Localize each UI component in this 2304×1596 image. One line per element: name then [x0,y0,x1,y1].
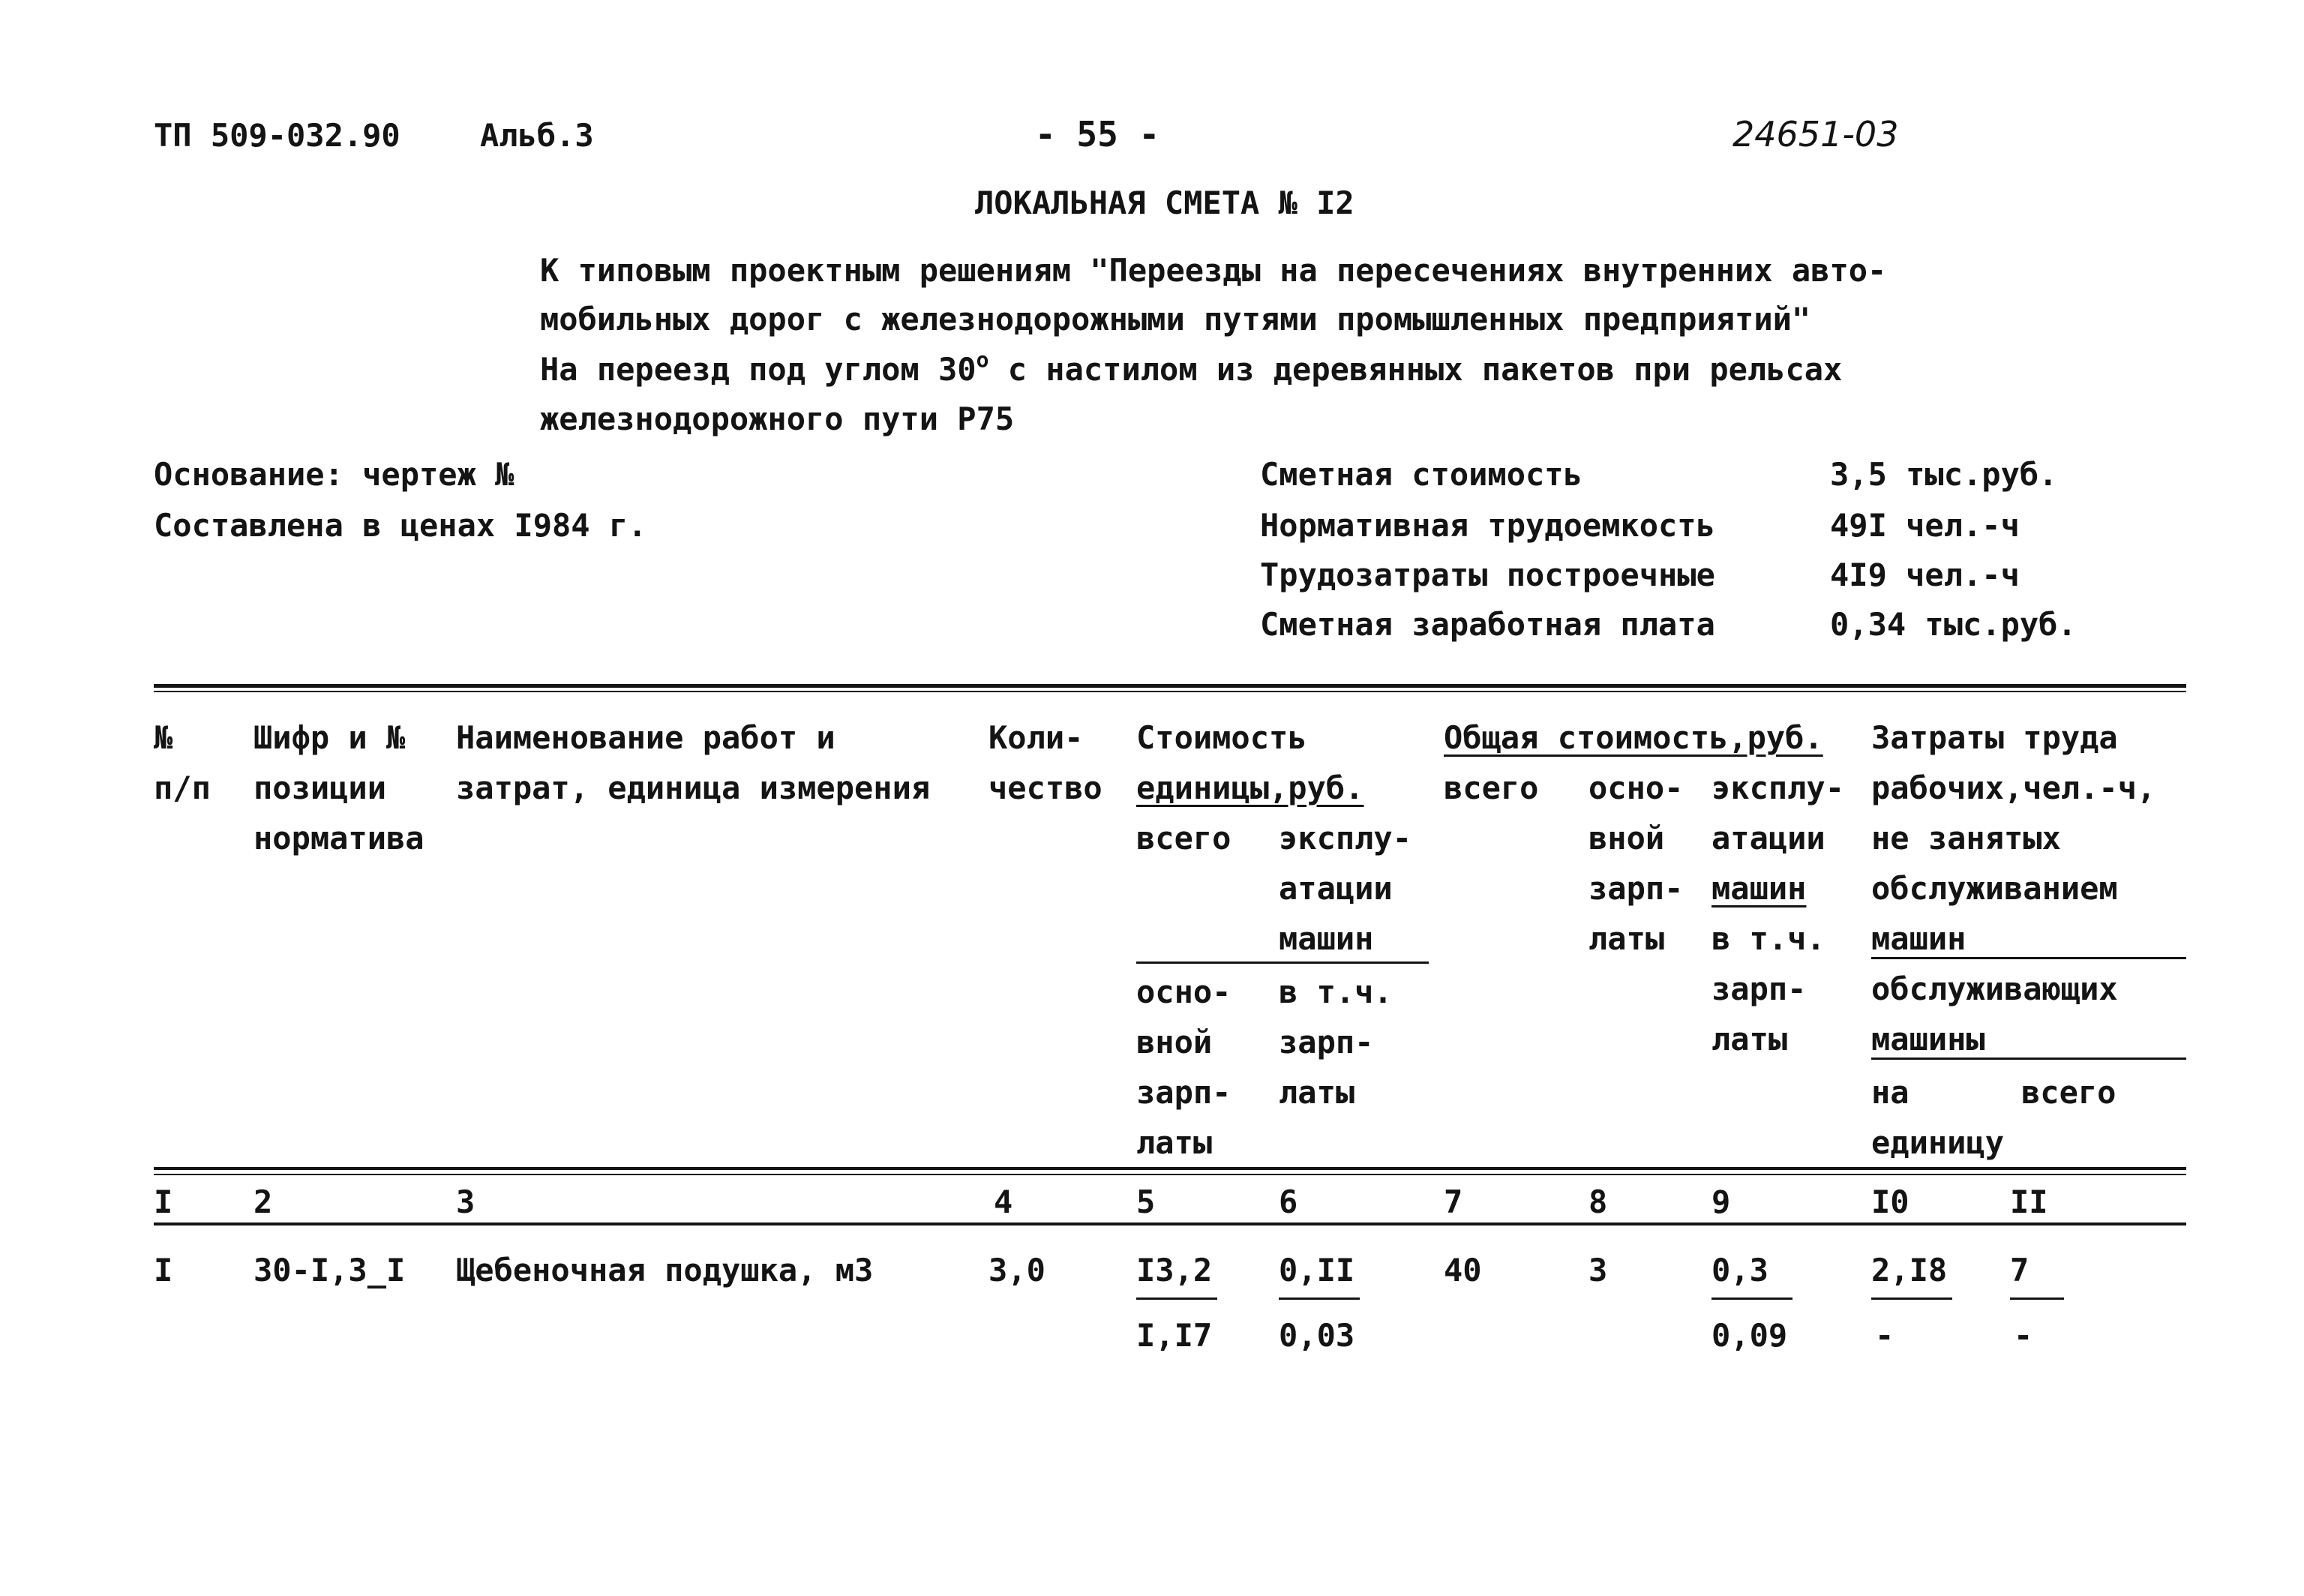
row-labor-unit: 2,I8 [1871,1252,1948,1288]
fraction-bar [2010,1298,2064,1300]
header-c2-line: позиции [254,770,387,806]
header-c8-line: вной [1588,820,1665,856]
row-unit-base-wage: I,I7 [1136,1317,1213,1354]
header-c6b-line: зарп- [1279,1024,1374,1060]
row-total-machine-wage: 0,09 [1712,1317,1788,1354]
summary-value: 49I чел.-ч [1830,507,2020,544]
row-number: I [154,1252,173,1288]
header-c5b-line: осно- [1136,974,1232,1010]
header-c9b-line: в т.ч. [1712,920,1826,957]
header-unit-cost-title: Стоимость [1136,719,1307,756]
description-line-1: К типовым проектным решениям "Переезды на пересечениях внутренних авто- [540,252,1887,289]
header-c9-line: атации [1712,820,1826,856]
summary-label: Сметная стоимость [1260,456,1582,493]
page-number: - 55 - [1035,114,1160,154]
header-c5-line: всего [1136,820,1232,856]
header-c10-line: на [1871,1074,1910,1111]
row-labor-total-machine: - [2014,1317,2033,1354]
header-bottom-rule-thin [154,1174,2186,1175]
column-number: I0 [1871,1184,1910,1220]
header-c1-line: п/п [154,770,211,806]
document-code: ТП 509-032.90 [154,117,400,154]
row-code: 30-I,3_I [254,1252,406,1288]
document-title: ЛОКАЛЬНАЯ СМЕТА № I2 [975,184,1354,221]
header-labor-machine-line: машины [1871,1021,1985,1058]
header-c9b-line: зарп- [1712,970,1807,1007]
row-labor-total: 7 [2010,1252,2030,1288]
header-c9-line: эксплу- [1712,770,1845,806]
fraction-bar [1279,1298,1360,1300]
fraction-bar [1136,1298,1217,1300]
header-c8-line: зарп- [1588,870,1684,907]
row-unit-machine: 0,II [1279,1252,1355,1288]
header-c2-line: норматива [254,820,424,856]
row-unit-machine-wage: 0,03 [1279,1317,1355,1354]
fraction-bar [1871,1298,1952,1300]
header-c6-line: машин [1279,920,1374,957]
header-unit-cost-subtitle: единицы,руб. [1136,770,1364,806]
column-number: 6 [1279,1184,1298,1220]
header-c6-line: атации [1279,870,1393,907]
header-c6b-line: латы [1279,1074,1355,1111]
header-c5b-line: латы [1136,1124,1213,1161]
column-number: 8 [1588,1184,1608,1220]
header-divider [1136,962,1429,964]
header-c6b-line: в т.ч. [1279,974,1393,1010]
header-labor-line: машин [1871,920,1966,957]
summary-label: Трудозатраты построечные [1260,556,1715,593]
header-divider [1871,1058,2186,1060]
fraction-bar [1712,1298,1792,1300]
header-labor-line: Затраты труда [1871,719,2118,756]
header-c2-line: Шифр и № [254,719,406,756]
summary-value: 4I9 чел.-ч [1830,556,2020,593]
column-number: 2 [254,1184,273,1220]
header-c11-line: всего [2021,1074,2116,1111]
header-bottom-rule [154,1167,2186,1170]
summary-value: 0,34 тыс.руб. [1830,606,2077,643]
handwritten-inventory-number: 24651-03 [1732,114,1899,154]
header-divider [1871,957,2186,959]
header-labor-machine-line: обслуживающих [1871,970,2118,1007]
header-c8-line: латы [1588,920,1665,957]
header-c3-line: затрат, единица измерения [456,770,931,806]
header-labor-line: обслуживанием [1871,870,2118,907]
row-name: Щебеночная подушка, м3 [456,1252,874,1288]
header-c9-line: машин [1712,870,1807,907]
row-total: 40 [1444,1252,1482,1288]
header-c5b-line: вной [1136,1024,1213,1060]
header-c5b-line: зарп- [1136,1074,1232,1111]
description-line-4: железнодорожного пути Р75 [540,400,1015,437]
album-number: Альб.3 [480,117,594,154]
table-top-rule [154,684,2186,688]
header-c6-line: эксплу- [1279,820,1412,856]
description-line-2: мобильных дорог с железнодорожными путями промышленных предприятий" [540,301,1811,338]
header-c4-line: Коли- [988,719,1084,756]
table-top-rule-thin [154,691,2186,692]
header-c1-line: № [154,719,173,756]
header-labor-line: не занятых [1871,820,2061,856]
column-number: 9 [1712,1184,1731,1220]
summary-label: Нормативная трудоемкость [1260,507,1715,544]
summary-label: Сметная заработная плата [1260,606,1715,643]
row-total-base-wage: 3 [1588,1252,1608,1288]
summary-value: 3,5 тыс.руб. [1830,456,2058,493]
header-c7-line: всего [1444,770,1539,806]
header-c9b-line: латы [1712,1021,1788,1058]
basis-drawing: Основание: чертеж № [154,456,514,493]
row-unit-total: I3,2 [1136,1252,1213,1288]
header-total-cost-title: Общая стоимость,руб. [1444,719,1823,756]
row-labor-unit-machine: - [1875,1317,1894,1354]
column-numbers-rule [154,1222,2186,1226]
column-number: II [2010,1184,2048,1220]
row-quantity: 3,0 [988,1252,1046,1288]
column-number: 4 [994,1184,1013,1220]
header-c8-line: осно- [1588,770,1684,806]
column-number: 3 [456,1184,476,1220]
column-number: 7 [1444,1184,1463,1220]
column-number: 5 [1136,1184,1156,1220]
column-number: I [154,1184,173,1220]
header-c10-line: единицу [1871,1124,2005,1161]
header-c3-line: Наименование работ и [456,719,836,756]
header-c4-line: чество [988,770,1102,806]
row-total-machine: 0,3 [1712,1252,1768,1288]
description-line-3: На переезд под углом $30^о$ с настилом из деревянных пакетов при рельсах [540,347,1843,388]
header-labor-line: рабочих,чел.-ч, [1871,770,2156,806]
basis-prices: Составлена в ценах I984 г. [154,507,647,544]
